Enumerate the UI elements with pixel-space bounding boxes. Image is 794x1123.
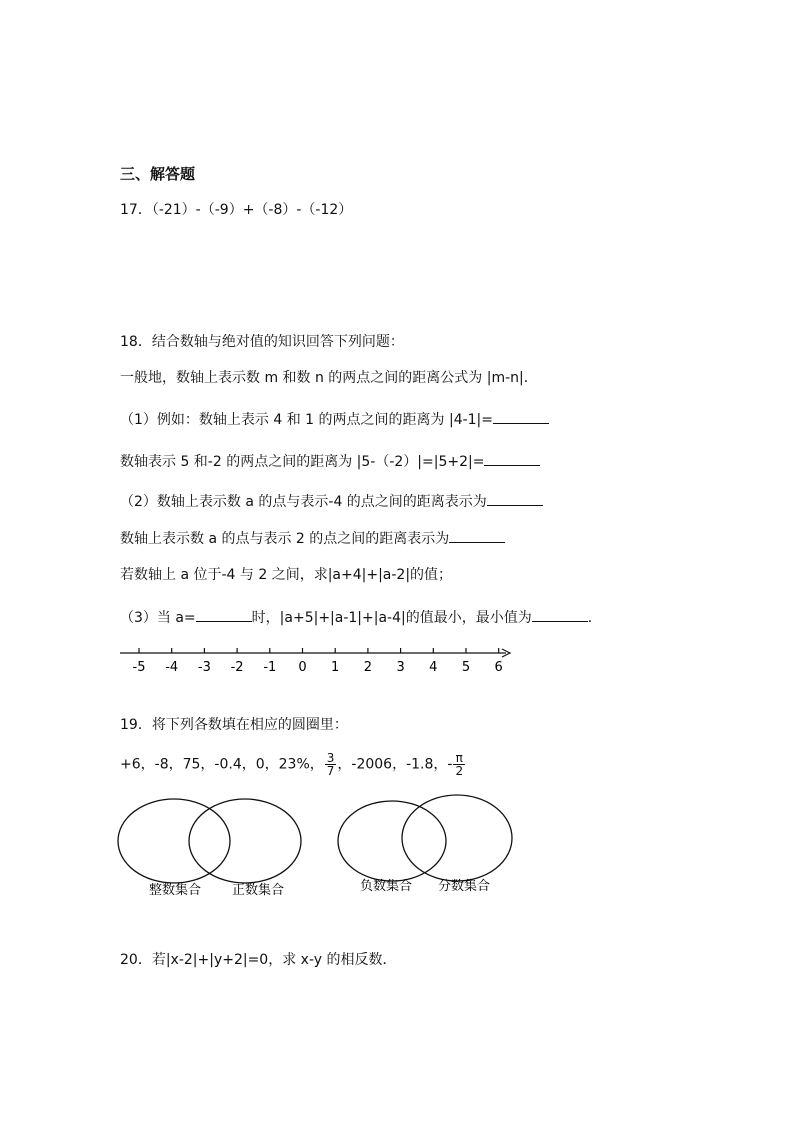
number-line-label: 5 — [461, 660, 471, 675]
question-18-line-2-text: （1）例如：数轴上表示 4 和 1 的两点之间的距离为 |4-1|= — [120, 412, 494, 428]
venn-diagrams — [0, 790, 794, 910]
fraction-denominator: 7 — [326, 764, 335, 778]
fraction-denominator: 2 — [455, 764, 464, 778]
question-19-intro: 19．将下列各数填在相应的圆圈里： — [120, 717, 348, 733]
number-line-label: -5 — [132, 660, 146, 675]
negative-set-label: 负数集合 — [359, 879, 413, 894]
number-line-label: 1 — [331, 660, 340, 675]
fraction-set-circle[interactable] — [402, 795, 512, 881]
number-line-label: -2 — [230, 660, 244, 675]
question-18-line-5 — [120, 528, 505, 549]
question-18-line-4 — [120, 491, 543, 512]
number-line-label: -3 — [197, 660, 211, 675]
number-line-label: 4 — [429, 660, 438, 675]
number-line-label: 6 — [494, 660, 503, 675]
number-line-label: 3 — [396, 660, 405, 675]
section-title: 三、解答题 — [120, 165, 196, 183]
question-18-line-7 — [120, 607, 602, 628]
question-19-numbers — [120, 752, 466, 777]
question-18-intro: 18．结合数轴与绝对值的知识回答下列问题： — [120, 334, 404, 350]
question-18-line-6: 若数轴上 a 位于-4 与 2 之间，求|a+4|+|a-2|的值； — [120, 567, 453, 583]
question-17: 17．（-21）-（-9）+（-8）-（-12） — [120, 202, 353, 218]
answer-blank[interactable] — [493, 409, 549, 424]
integer-set-label: 整数集合 — [148, 883, 202, 898]
number-line — [0, 640, 794, 680]
question-18-line-3-text: 数轴表示 5 和-2 的两点之间的距离为 |5-（-2）|=|5+2|= — [120, 454, 485, 470]
fraction-numerator: 3 — [326, 751, 335, 765]
answer-blank[interactable] — [532, 607, 588, 622]
answer-blank[interactable] — [449, 528, 505, 543]
fraction-numerator: π — [453, 752, 465, 765]
question-18-line-2 — [120, 409, 549, 430]
integer-set-circle[interactable] — [118, 799, 230, 883]
answer-blank[interactable] — [487, 491, 543, 506]
number-line-label: 2 — [363, 660, 373, 675]
number-line-label: -1 — [263, 660, 277, 675]
question-18-line-3 — [120, 451, 540, 472]
question-18-line-5-text: 数轴上表示数 a 的点与表示 2 的点之间的距离表示为 — [120, 531, 450, 547]
question-18-line-7-text-b: 时，|a+5|+|a-1|+|a-4|的值最小，最小值为 — [251, 610, 532, 626]
question-18-line-4-text: （2）数轴上表示数 a 的点与表示-4 的点之间的距离表示为 — [120, 494, 487, 510]
number-line-label: -4 — [165, 660, 179, 675]
negative-set-circle[interactable] — [338, 801, 446, 881]
number-line-label: 0 — [298, 660, 307, 675]
positive-set-label: 正数集合 — [231, 883, 285, 898]
number-list-part-a: +6，-8，75，-0.4，0，23%， — [120, 756, 324, 773]
question-18-line-7-text-c: ． — [587, 610, 602, 626]
positive-set-circle[interactable] — [189, 799, 301, 883]
answer-blank[interactable] — [484, 451, 540, 466]
answer-blank[interactable] — [196, 607, 252, 622]
fraction-set-label: 分数集合 — [437, 879, 491, 894]
number-list-part-b: ，-2006，-1.8，- — [337, 756, 453, 773]
fraction-three-sevenths — [325, 752, 337, 777]
question-18-line-7-text-a: （3）当 a= — [120, 610, 196, 626]
question-18-line-1: 一般地，数轴上表示数 m 和数 n 的两点之间的距离公式为 |m-n|． — [120, 370, 538, 386]
question-20: 20．若|x-2|+|y+2|=0，求 x-y 的相反数． — [120, 952, 397, 968]
fraction-pi-over-two — [453, 752, 465, 777]
